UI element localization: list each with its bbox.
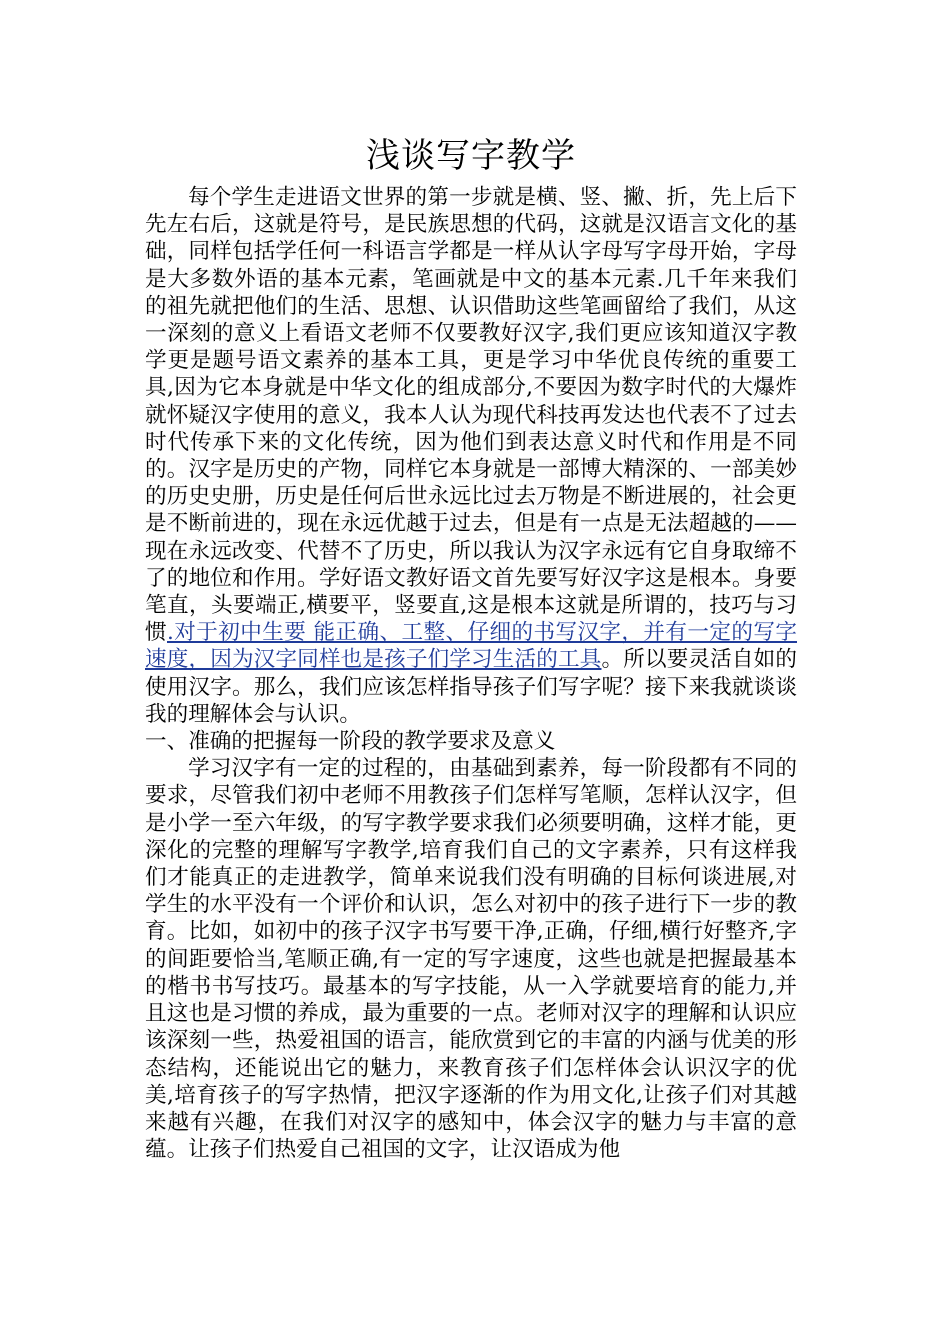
- document-title: 浅谈写字教学: [366, 136, 576, 176]
- intro-text: 每个学生走进语文世界的第一步就是横、竖、撇、折，先上后下先左右后，这就是符号，是民族思想的代码，这就是汉语言文化的基础，同样包括学任何一科语言学都是一样从认字母写字母开始，字母是大多数外语的基本元素，笔画就是中文的基本元素.几千年来我们的祖先就把他们的生活、思想、认识借助这些笔画留给了我们，从这一深刻的意义上看语文老师不仅要教好汉字,我们更应该知道汉字教学更是题号语文素养的基本工具，更是学习中华优良传统的重要工具,因为它本身就是中华文化的组成部分,不要因为数字时代的大爆炸就怀疑汉字使用的意义，我本人认为现代科技再发达也代表不了过去时代传承下来的文化传统，因为他们到表达意义时代和作用是不同的。汉字是历史的产物，同样它本身就是一部博大精深的、一部美妙的历史史册，历史是任何后世永远比过去万物是不断进展的，社会更是不断前进的，现在永远优越于过去，但是有一点是无法超越的——现在永远改变、代替不了历史，所以我认为汉字永远有它自身取缔不了的地位和作用。学好语文教好语文首先要写好汉字这是根本。身要笔直，头要端正,横要平，竖要直,这是根本这就是所谓的，技巧与习惯: [145, 185, 797, 646]
- document-page: [145, 128, 797, 1163]
- body-paragraph: 学习汉字有一定的过程的，由基础到素养，每一阶段都有不同的要求，尽管我们初中老师不用教孩子们怎样写笔顺，怎样认汉字，但是小学一至六年级，的写字教学要求我们必须要明确，这样才能，更深化的完整的理解写字教学,培育我们自己的文字素养，只有这样我们才能真正的走进教学，简单来说我们没有明确的目标何谈进展,对学生的水平没有一个评价和认识，怎么对初中的孩子进行下一步的教育。比如，如初中的孩子汉字书写要干净,正确，仔细,横行好整齐,字的间距要恰当,笔顺正确,有一定的写字速度，这些也就是把握最基本的楷书书写技巧。最基本的写字技能，从一入学就要培育的能力,并且这也是习惯的养成，最为重要的一点。老师对汉字的理解和认识应该深刻一些，热爱祖国的语言，能欣赏到它的丰富的内涵与优美的形态结构，还能说出它的魅力，来教育孩子们怎样体会认识汉字的优美,培育孩子的写字热情，把汉字逐渐的作为用文化,让孩子们对其越来越有兴趣，在我们对汉字的感知中，体会汉字的魅力与丰富的意蕴。让孩子们热爱自己祖国的文字，让汉语成为他: [145, 756, 797, 1163]
- intro-paragraph: [145, 184, 797, 728]
- hyperlink-text[interactable]: .对于初中生要 能正确、工整、仔细的书写汉字，并有一定的写字速度，因为汉字同样也是孩子们学习生活的工具: [145, 620, 797, 673]
- section-heading: 一、准确的把握每一阶段的教学要求及意义: [145, 729, 556, 755]
- intro-text-continued: 。所以要灵活自如的使用汉字。那么，我们应该怎样指导孩子们写字呢？接下来我就谈谈我的理解体会与认识。: [145, 647, 797, 727]
